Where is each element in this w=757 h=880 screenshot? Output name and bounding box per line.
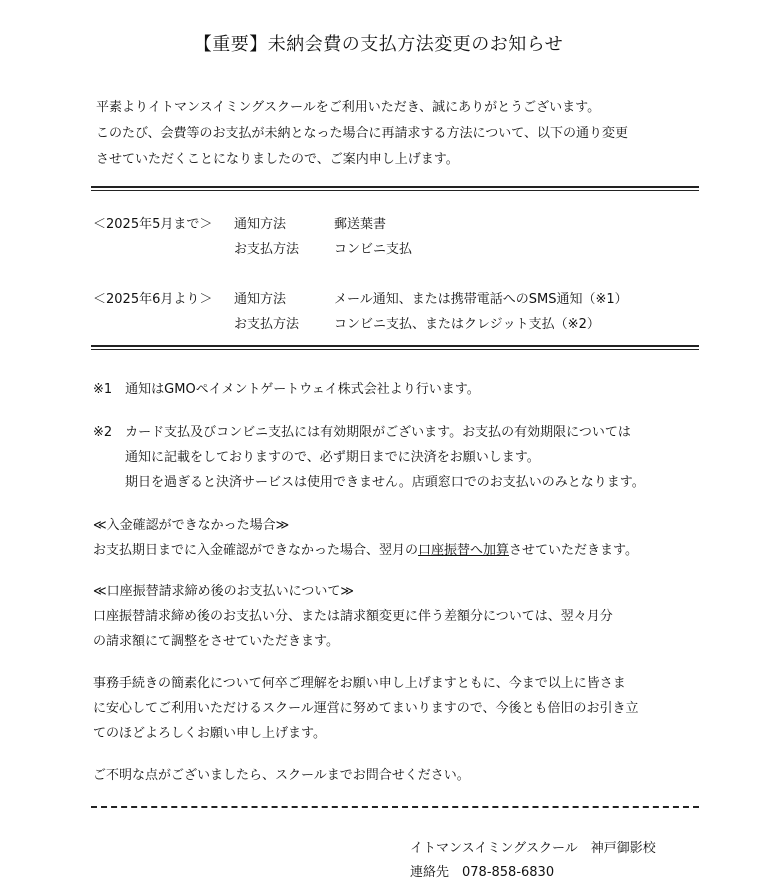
page-title: 【重要】未納会費の支払方法変更のお知らせ bbox=[193, 34, 564, 55]
divider-bottom bbox=[91, 345, 699, 350]
text-after: させていただきます。 bbox=[509, 543, 638, 558]
schedule-label: お支払方法 bbox=[234, 242, 300, 257]
after-cutoff-line-1: 口座振替請求締め後のお支払い分、または請求額変更に伴う差額分については、翌々月分 bbox=[93, 609, 613, 624]
text-before: お支払期日までに入金確認ができなかった場合、翌月の bbox=[93, 543, 419, 558]
contact-note: ご不明な点がございましたら、スクールまでお問合せください。 bbox=[93, 768, 470, 783]
after-cutoff-line-2: の請求額にて調整をさせていただきます。 bbox=[93, 634, 339, 649]
schedule-label: 通知方法 bbox=[234, 217, 287, 232]
closing-line-1: 事務手続きの簡素化について何卒ご理解をお願い申し上げますともに、今まで以上に皆さま bbox=[93, 676, 626, 691]
schedule-label: お支払方法 bbox=[234, 317, 300, 332]
closing-line-2: に安心してご利用いただけるスクール運営に努めてまいりますので、今後とも倍旧のお引き立 bbox=[93, 701, 639, 716]
note-2-line-1: ※2 カード支払及びコンビニ支払には有効期限がございます。お支払の有効期限については bbox=[93, 425, 631, 440]
underlined-text: 口座振替へ加算 bbox=[418, 543, 510, 558]
closing-line-3: てのほどよろしくお願い申し上げます。 bbox=[93, 726, 326, 741]
note-2-line-3: 期日を過ぎると決済サービスは使用できません。店頭窓口でのお支払いのみとなります。 bbox=[125, 475, 645, 490]
footer-school: イトマンスイミングスクール 神戸御影校 bbox=[410, 841, 656, 856]
intro-line-3: させていただくことになりましたので、ご案内申し上げます。 bbox=[96, 152, 459, 167]
intro-line-1: 平素よりイトマンスイミングスクールをご利用いただき、誠にありがとうございます。 bbox=[96, 100, 601, 115]
period-until-may: ＜2025年5月まで＞ bbox=[93, 217, 213, 232]
section-text-unconfirmed bbox=[93, 539, 638, 558]
period-from-june: ＜2025年6月より＞ bbox=[93, 292, 213, 307]
note-2-line-2: 通知に記載をしておりますので、必ず期日までに決済をお願いします。 bbox=[125, 450, 540, 465]
schedule-value: 郵送葉書 bbox=[334, 217, 387, 232]
note-1: ※1 通知はGMOペイメントゲートウェイ株式会社より行います。 bbox=[93, 382, 480, 397]
schedule-label: 通知方法 bbox=[234, 292, 287, 307]
section-heading-unconfirmed: ≪入金確認ができなかった場合≫ bbox=[93, 518, 290, 533]
section-heading-after-cutoff: ≪口座振替請求締め後のお支払いについて≫ bbox=[93, 584, 354, 599]
schedule-value: コンビニ支払 bbox=[334, 242, 413, 257]
divider-top bbox=[91, 186, 699, 191]
schedule-value: コンビニ支払、またはクレジット支払（※2） bbox=[334, 317, 600, 332]
schedule-value: メール通知、または携帯電話へのSMS通知（※1） bbox=[334, 292, 628, 307]
intro-line-2: このたび、会費等のお支払が未納となった場合に再請求する方法について、以下の通り変更 bbox=[96, 126, 628, 141]
footer-contact: 連絡先 078-858-6830 bbox=[410, 865, 555, 880]
dashed-divider bbox=[91, 806, 699, 808]
